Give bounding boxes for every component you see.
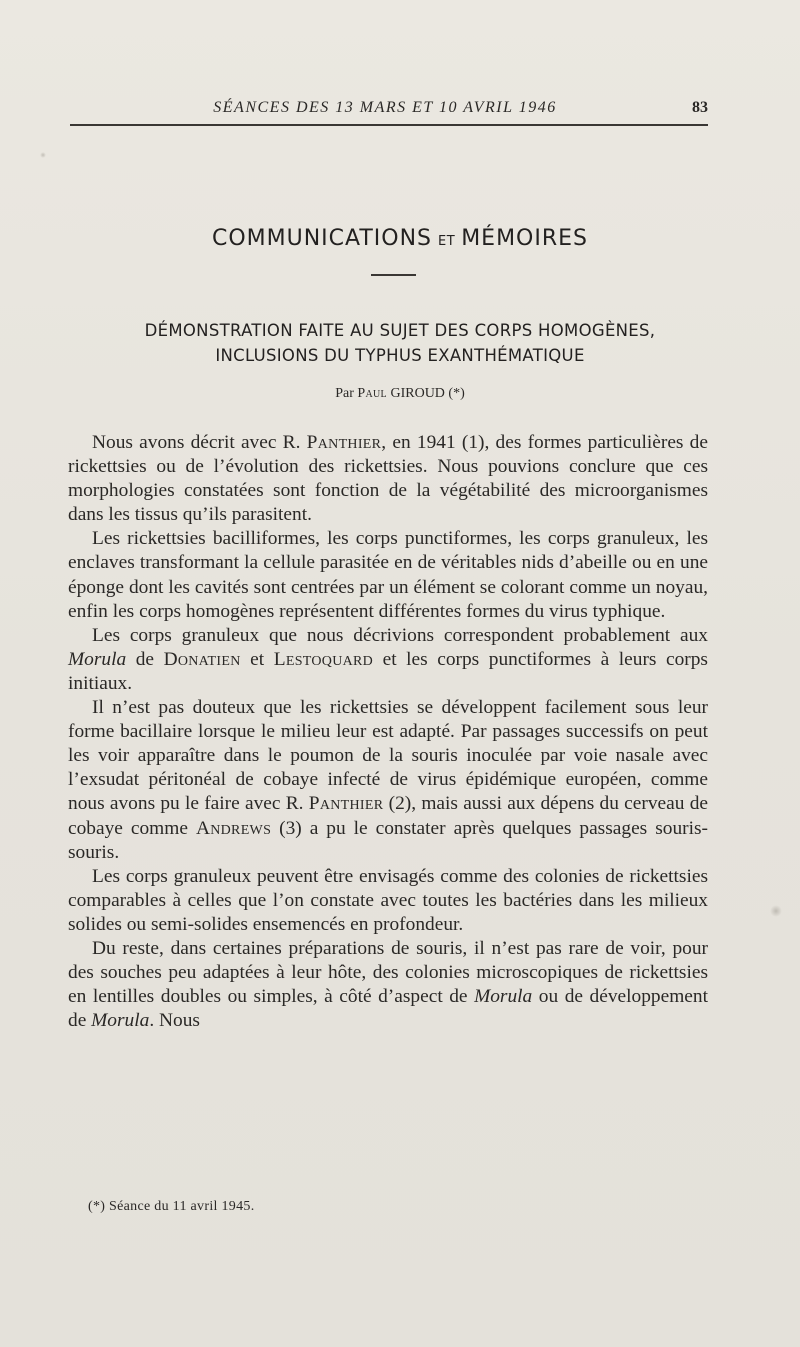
italic-term: Morula bbox=[68, 648, 127, 670]
text-run: , en 1941 (1), des formes particulières de rickettsies ou de l’évolution des rickettsies. Nous pouvions conclure que ces morphologies constatées sont fonction de la végétabilité des microorganismes dans les tissus qu’ils parasitent. bbox=[68, 432, 708, 526]
text-run: (3) a pu le constater après quelques passages souris-souris. bbox=[68, 817, 708, 863]
running-title: SÉANCES DES 13 MARS ET 10 AVRIL 1946 bbox=[213, 99, 557, 116]
author-name: Donatien bbox=[163, 648, 241, 670]
text-run: et les corps punctiformes à leurs corps initiaux. bbox=[68, 648, 708, 694]
article-title bbox=[50, 318, 750, 368]
article-title-line2: INCLUSIONS DU TYPHUS EXANTHÉMATIQUE bbox=[215, 346, 585, 365]
text-run: Il n’est pas douteux que les rickettsies se développent facilement sous leur forme bacillaire lorsque le milieu leur est adapté. Par passages successifs on peut les voir apparaître dans le poumon de la souris inoculée par voie nasale avec l’exsudat péritonéal de cobaye infecté de virus épidémique européen, comme nous avons pu le faire avec R. bbox=[68, 697, 708, 815]
running-head bbox=[60, 99, 710, 123]
page-number: 83 bbox=[692, 99, 708, 116]
text-run: (2), mais aussi aux dépens du cerveau de cobaye comme bbox=[68, 793, 708, 839]
paper-spot bbox=[40, 152, 46, 158]
text-run: . Nous bbox=[149, 1010, 200, 1032]
header-rule bbox=[70, 124, 708, 126]
article-body bbox=[68, 431, 708, 1033]
author-name: Andrews bbox=[195, 817, 272, 839]
author-name: Lestoquard bbox=[273, 648, 374, 670]
text-run: Du reste, dans certaines préparations de souris, il n’est pas rare de voir, pour des souches peu adaptées à leur hôte, des colonies microscopiques de rickettsies en lentilles doubles ou simples, à côté d’aspect de bbox=[68, 937, 708, 1008]
section-title-part1: COMMUNICATIONS bbox=[211, 226, 433, 251]
article-title-line1: DÉMONSTRATION FAITE AU SUJET DES CORPS HOMOGÈNES, bbox=[144, 321, 656, 340]
byline-prefix: Par bbox=[335, 386, 354, 401]
text-run: Les corps granuleux que nous décrivions correspondent probablement aux bbox=[92, 624, 708, 646]
section-divider bbox=[371, 274, 416, 276]
section-title bbox=[60, 226, 740, 251]
author-name: Panthier bbox=[308, 793, 384, 815]
text-run: ou de développement de bbox=[68, 986, 708, 1032]
author-last-name: GIROUD (*) bbox=[390, 386, 465, 401]
italic-term: Morula bbox=[91, 1010, 150, 1032]
paragraph-3 bbox=[68, 624, 708, 696]
section-title-et: ET bbox=[438, 234, 456, 249]
text-run: Nous avons décrit avec R. bbox=[92, 432, 307, 453]
paragraph-1 bbox=[68, 431, 708, 527]
paragraph-5: Les corps granuleux peuvent être envisagés comme des colonies de rickettsies comparables à celles que l’on constate avec toutes les bactéries dans les milieux solides ou semi-solides ensemencés en profondeur. bbox=[68, 865, 708, 935]
italic-term: Morula bbox=[474, 986, 533, 1008]
paragraph-2: Les rickettsies bacilliformes, les corps punctiformes, les corps granuleux, les enclaves transformant la cellule parasitée en de véritables nids d’abeille ou en une éponge dont les cavités sont centrées par un élément se colorant comme un noyau, enfin les corps homogènes représentent différentes formes du virus typhique. bbox=[68, 528, 708, 622]
text-run: et bbox=[240, 648, 274, 670]
text-run: de bbox=[126, 648, 164, 670]
author-name: Panthier bbox=[306, 432, 382, 453]
author-first-name: Paul bbox=[357, 386, 387, 401]
footnote: (*) Séance du 11 avril 1945. bbox=[88, 1199, 255, 1214]
byline bbox=[60, 386, 740, 402]
paper-spot bbox=[770, 905, 782, 917]
paragraph-6 bbox=[68, 937, 708, 1033]
paragraph-4 bbox=[68, 696, 708, 865]
section-title-part2: MÉMOIRES bbox=[461, 226, 589, 251]
